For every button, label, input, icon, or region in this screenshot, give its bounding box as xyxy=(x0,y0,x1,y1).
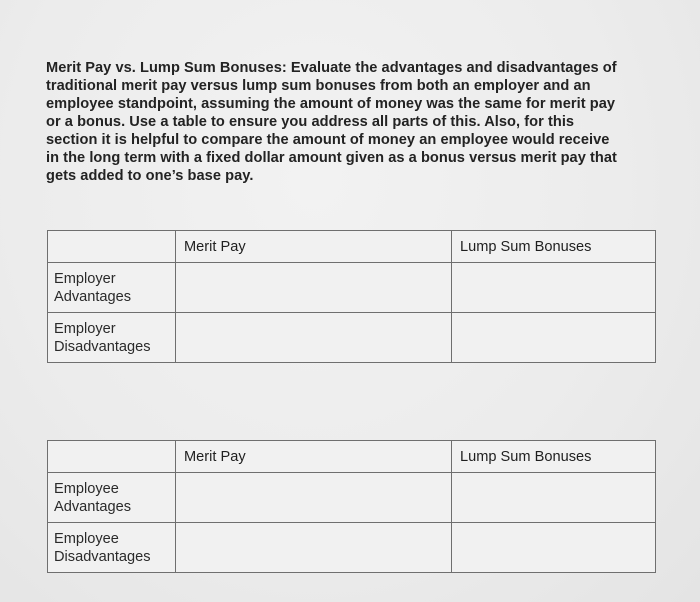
row-label-cell xyxy=(48,523,176,573)
row-label-cell xyxy=(48,263,176,313)
prompt-line: Merit Pay vs. Lump Sum Bonuses: Evaluate the advantages and disadvantages of xyxy=(46,60,617,76)
assignment-prompt xyxy=(46,59,666,185)
row-label-cell xyxy=(48,473,176,523)
header-cell-merit-pay xyxy=(176,441,452,473)
row-label-line: Employee xyxy=(54,481,119,497)
employer-table xyxy=(47,230,656,363)
header-cell-lump-sum xyxy=(452,231,656,263)
row-label-line: Advantages xyxy=(54,499,132,515)
prompt-line: traditional merit pay versus lump sum bonuses from both an employer and an xyxy=(46,78,591,94)
column-header: Lump Sum Bonuses xyxy=(460,239,592,255)
column-header: Merit Pay xyxy=(184,449,246,465)
row-label-line: Advantages xyxy=(54,289,132,305)
table-row xyxy=(48,313,656,363)
row-label xyxy=(48,313,175,356)
header-cell-merit-pay xyxy=(176,231,452,263)
table-cell-lump-sum[interactable] xyxy=(452,263,656,313)
table-row xyxy=(48,263,656,313)
header-cell-empty xyxy=(48,231,176,263)
prompt-line: or a bonus. Use a table to ensure you address all parts of this. Also, for this xyxy=(46,114,575,130)
row-label-line: Disadvantages xyxy=(54,339,151,355)
table-cell-merit-pay[interactable] xyxy=(176,263,452,313)
row-label-line: Employee xyxy=(54,531,119,547)
table-cell-merit-pay[interactable] xyxy=(176,313,452,363)
row-label-line: Employer xyxy=(54,321,116,337)
table-row xyxy=(48,523,656,573)
table-cell-lump-sum[interactable] xyxy=(452,473,656,523)
row-label xyxy=(48,473,175,516)
table-cell-lump-sum[interactable] xyxy=(452,313,656,363)
table-row xyxy=(48,473,656,523)
column-header: Lump Sum Bonuses xyxy=(460,449,592,465)
header-cell-empty xyxy=(48,441,176,473)
table-cell-lump-sum[interactable] xyxy=(452,523,656,573)
row-label-cell xyxy=(48,313,176,363)
prompt-line: gets added to one’s base pay. xyxy=(46,168,254,184)
table-cell-merit-pay[interactable] xyxy=(176,473,452,523)
row-label-line: Employer xyxy=(54,271,116,287)
column-header: Merit Pay xyxy=(184,239,246,255)
table-header-row xyxy=(48,231,656,263)
row-label xyxy=(48,263,175,306)
prompt-line: in the long term with a fixed dollar amount given as a bonus versus merit pay that xyxy=(46,150,617,166)
header-cell-lump-sum xyxy=(452,441,656,473)
row-label xyxy=(48,523,175,566)
prompt-line: section it is helpful to compare the amount of money an employee would receive xyxy=(46,132,610,148)
table-cell-merit-pay[interactable] xyxy=(176,523,452,573)
table-header-row xyxy=(48,441,656,473)
row-label-line: Disadvantages xyxy=(54,549,151,565)
employee-table xyxy=(47,440,656,573)
prompt-line: employee standpoint, assuming the amount of money was the same for merit pay xyxy=(46,96,616,112)
